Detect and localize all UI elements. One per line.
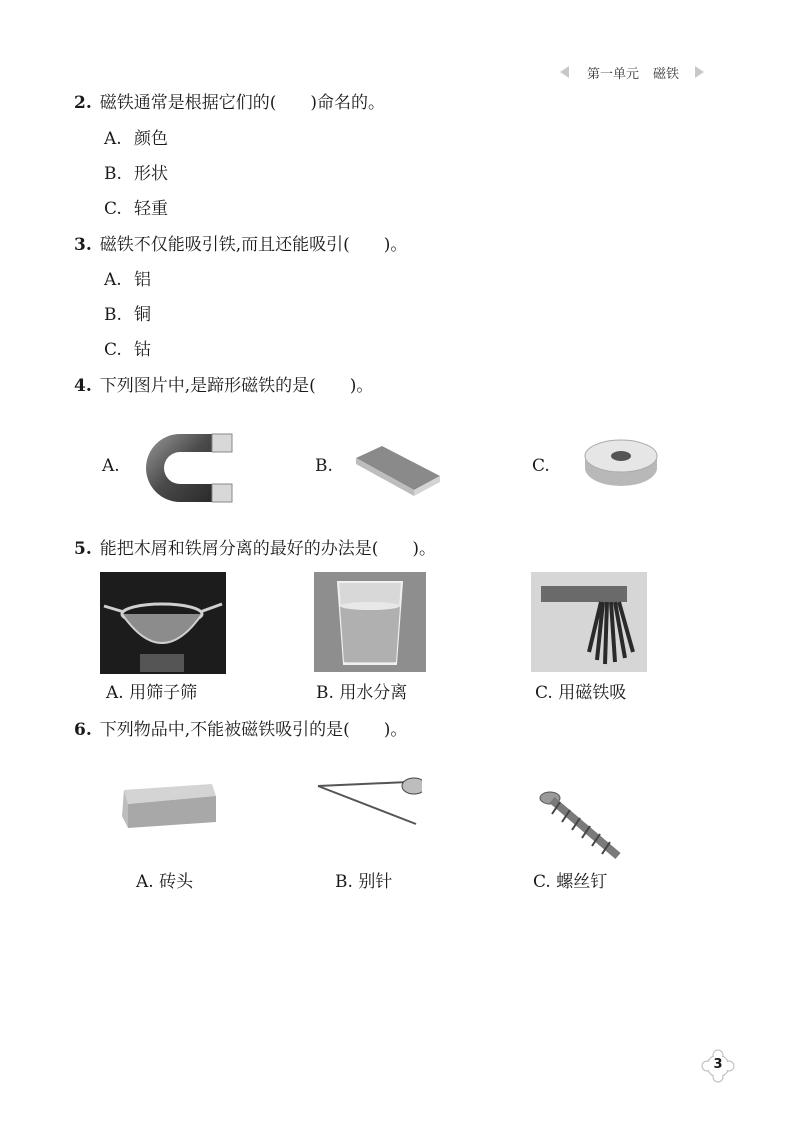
ring-magnet-image (582, 436, 660, 492)
water-glass-photo (314, 572, 426, 672)
option-3c: C. 钴 (104, 340, 151, 360)
page-number: 3 (713, 1057, 723, 1072)
question-number: 6. (74, 720, 92, 740)
bar-magnet-image (352, 440, 444, 500)
option-5a-label: A. 用筛子筛 (106, 683, 198, 703)
question-5 (74, 538, 436, 560)
option-6b-label: B. 别针 (335, 872, 393, 892)
header-unit: 第一单元 (587, 66, 640, 82)
option-5c-label: C. 用磁铁吸 (535, 683, 627, 703)
question-4 (74, 375, 373, 397)
question-3 (74, 234, 407, 256)
option-6c-label: C. 螺丝钉 (533, 872, 608, 892)
safety-pin-image (312, 774, 422, 830)
brick-image (116, 780, 222, 832)
question-text: 磁铁不仅能吸引铁,而且还能吸引( )。 (99, 235, 408, 255)
magnet-iron-filings-photo (531, 572, 647, 672)
screw-image (538, 788, 624, 860)
option-4b-label: B. (315, 456, 333, 476)
right-triangle-icon (695, 66, 704, 78)
horseshoe-magnet-image (140, 428, 240, 508)
question-2 (74, 92, 385, 114)
page-number-badge (700, 1048, 736, 1084)
question-6 (74, 719, 407, 741)
question-text: 下列物品中,不能被磁铁吸引的是( )。 (99, 720, 408, 740)
running-header (560, 62, 730, 82)
question-text: 下列图片中,是蹄形磁铁的是( )。 (99, 376, 374, 396)
option-2a: A. 颜色 (104, 129, 168, 149)
option-2c: C. 轻重 (104, 199, 168, 219)
option-3b: B. 铜 (104, 305, 151, 325)
option-6a-label: A. 砖头 (136, 872, 194, 892)
question-number: 4. (74, 376, 92, 396)
option-4c-label: C. (532, 456, 550, 476)
left-triangle-icon (560, 66, 569, 78)
sieve-photo (100, 572, 226, 674)
question-text: 能把木屑和铁屑分离的最好的办法是( )。 (99, 539, 437, 559)
question-number: 5. (74, 539, 92, 559)
question-number: 3. (74, 235, 92, 255)
header-topic: 磁铁 (653, 66, 680, 82)
question-number: 2. (74, 93, 92, 113)
question-text: 磁铁通常是根据它们的( )命名的。 (99, 93, 386, 113)
option-2b: B. 形状 (104, 164, 168, 184)
option-3a: A. 铝 (104, 270, 151, 290)
option-5b-label: B. 用水分离 (316, 683, 408, 703)
option-4a-label: A. (102, 456, 120, 476)
